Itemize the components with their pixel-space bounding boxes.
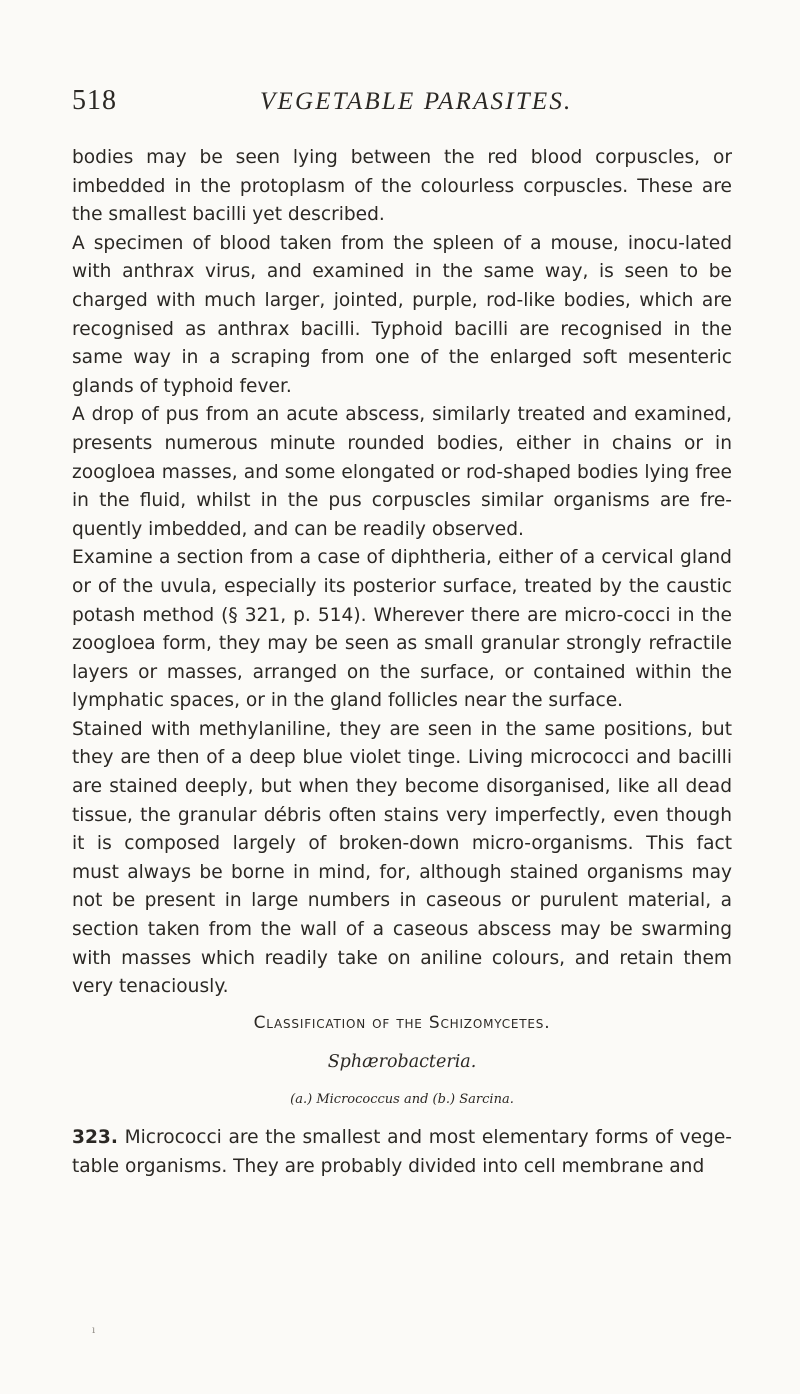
section-heading: Classification of the Schizomycetes.: [253, 1013, 551, 1033]
page-mark: ı: [92, 1325, 96, 1336]
page-number: 518: [72, 85, 117, 116]
running-head: [72, 85, 732, 125]
paragraph-323-text: Micrococci are the smallest and most elementary forms of vege-table organisms. They are probably divided into cell membrane and: [72, 1127, 732, 1177]
paragraph-number: 323.: [72, 1127, 118, 1148]
section-subheading: Sphærobacteria.: [327, 1052, 477, 1072]
paragraph-1: bodies may be seen lying between the red blood corpuscles, or imbedded in the protoplasm of the colourless corpuscles. These are the smallest bacilli yet described.: [72, 147, 732, 226]
body-text: [72, 144, 732, 1002]
running-title: VEGETABLE PARASITES.: [260, 88, 573, 115]
paragraph-2: A specimen of blood taken from the spleen of a mouse, inocu-lated with anthrax virus, and examined in the same way, is seen to be charged with much larger, jointed, purple, rod-like bodies, which are recognised as anthrax bacilli. Typhoid bacilli are recognised in the same way in a scraping from one of the enlarged soft mesenteric glands of typhoid fever.: [72, 232, 732, 397]
paragraph-323: [72, 1124, 732, 1181]
paragraph-4: Examine a section from a case of diphtheria, either of a cervical gland or of the uvula, especially its posterior surface, treated by the caustic potash method (§ 321, p. 514). Wherever there are micro-cocci in the zoogloea form, they may be seen as small granular strongly refractile layers or masses, arranged on the surface, or contained within the lymphatic spaces, or in the gland follicles near the surface.: [72, 547, 732, 712]
section-subtypes: (a.) Micrococcus and (b.) Sarcina.: [290, 1092, 514, 1107]
paragraph-5: Stained with methylaniline, they are seen in the same positions, but they are then of a deep blue violet tinge. Living micrococci and bacilli are stained deeply, but when they become disorganised, like all dead tissue, the granular débris often stains very imperfectly, even though it is composed largely of broken-down micro-organisms. This fact must always be borne in mind, for, although stained organisms may not be present in large numbers in caseous or purulent material, a section taken from the wall of a caseous abscess may be swarming with masses which readily take on aniline colours, and retain them very tenaciously.: [72, 718, 732, 998]
paragraph-3: A drop of pus from an acute abscess, similarly treated and examined, presents numerous minute rounded bodies, either in chains or in zoogloea masses, and some elongated or rod-shaped bodies lying free in the fluid, whilst in the pus corpuscles similar organisms are fre-quently imbedded, and can be readily observed.: [72, 404, 732, 540]
